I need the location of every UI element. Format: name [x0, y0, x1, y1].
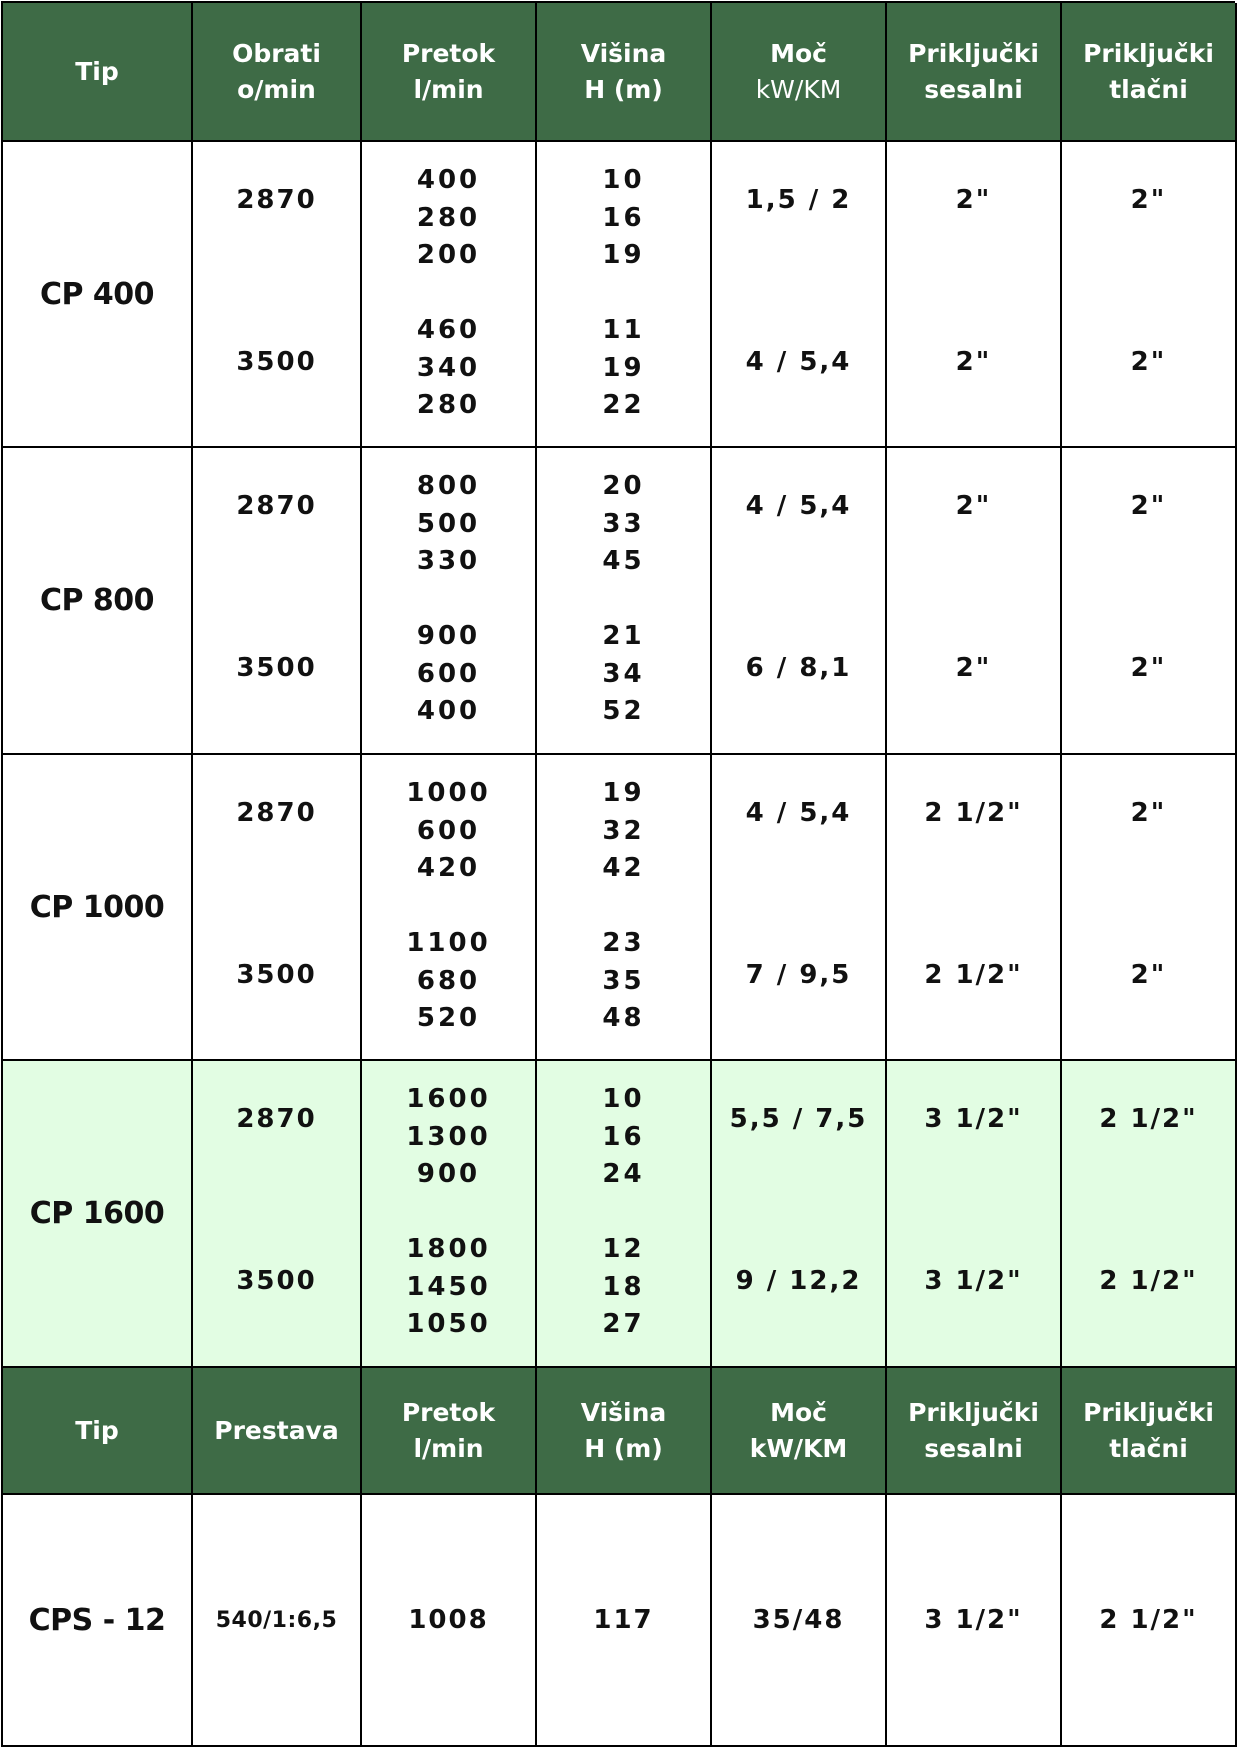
visina-value: 22 [602, 390, 645, 420]
tlacni-cell [1062, 755, 1237, 1061]
pretok-values [362, 312, 535, 425]
pretok-value: 900 [416, 1159, 481, 1189]
pretok-value: 1000 [406, 778, 491, 808]
row-tip [3, 755, 193, 1061]
visina-values [537, 162, 710, 275]
visina-value: 16 [602, 1121, 645, 1152]
cps-sesalni [887, 1495, 1062, 1747]
moc-value: 6 / 8,1 [745, 653, 852, 683]
moc-value: 4 / 5,4 [745, 491, 852, 521]
pretok-value: 1450 [406, 1271, 491, 1302]
obrati-value: 2870 [236, 491, 317, 521]
row-tip [3, 448, 193, 755]
visina-value: 19 [602, 778, 645, 808]
moc-value: 7 / 9,5 [745, 960, 852, 990]
pretok-value: 280 [416, 202, 481, 233]
tlacni-value: 2" [1130, 185, 1167, 215]
cps-tlacni [1062, 1495, 1237, 1747]
moc-cell [712, 755, 887, 1061]
pretok-cell [362, 755, 537, 1061]
tlacni-value: 2" [1130, 347, 1167, 377]
cps-prestava [193, 1495, 362, 1747]
sesalni-value: 3 1/2" [924, 1104, 1023, 1134]
sesalni-value: 2" [955, 185, 992, 215]
moc-cell [712, 1061, 887, 1368]
header2-sesalni [887, 1368, 1062, 1495]
row-tip [3, 1061, 193, 1368]
header2-visina-line1: Višina [580, 1397, 667, 1427]
tlacni-value: 2" [1130, 491, 1167, 521]
cps-moc-value: 35/48 [752, 1605, 845, 1635]
header-tip-label: Tip [75, 56, 119, 86]
header2-tlacni-line1: Priključki [1083, 1397, 1214, 1427]
visina-value: 10 [602, 1084, 645, 1114]
cps-pretok [362, 1495, 537, 1747]
header-sesalni-line1: Priključki [908, 38, 1039, 68]
pretok-values [362, 162, 535, 275]
visina-value: 42 [602, 853, 645, 883]
visina-value: 52 [602, 696, 645, 726]
visina-value: 19 [602, 240, 645, 270]
header-sesalni-line2: sesalni [924, 74, 1023, 104]
header-moc-line2: kW/KM [755, 74, 842, 104]
tip-label: CP 400 [39, 276, 155, 312]
moc-value: 9 / 12,2 [735, 1266, 862, 1296]
header2-prestava [193, 1368, 362, 1495]
header2-prestava-label: Prestava [214, 1415, 339, 1445]
header2-visina [537, 1368, 712, 1495]
visina-value: 11 [602, 315, 645, 345]
visina-values [537, 312, 710, 425]
header2-tip [3, 1368, 193, 1495]
visina-value: 23 [602, 928, 645, 958]
header2-moc-line2: kW/KM [749, 1433, 848, 1463]
header2-visina-line2: H (m) [584, 1433, 663, 1463]
visina-cell [537, 448, 712, 755]
header-obrati [193, 3, 362, 142]
visina-value: 48 [602, 1003, 645, 1033]
header2-sesalni-line1: Priključki [908, 1397, 1039, 1427]
visina-cell [537, 142, 712, 448]
header2-tlacni [1062, 1368, 1237, 1495]
tlacni-value: 2" [1130, 798, 1167, 828]
tip-label: CP 1000 [29, 889, 165, 925]
pretok-value: 1800 [406, 1234, 491, 1264]
visina-value: 27 [602, 1309, 645, 1339]
pretok-value: 500 [416, 508, 481, 539]
obrati-cell [193, 448, 362, 755]
sesalni-value: 2" [955, 653, 992, 683]
tlacni-value: 2 1/2" [1099, 1104, 1198, 1134]
pretok-cell [362, 142, 537, 448]
moc-value: 1,5 / 2 [745, 185, 852, 215]
pretok-value: 330 [416, 546, 481, 576]
pretok-value: 900 [416, 621, 481, 651]
visina-values [537, 775, 710, 888]
header2-tlacni-line2: tlačni [1109, 1433, 1188, 1463]
cps-visina-value: 117 [593, 1605, 654, 1635]
pretok-value: 400 [416, 165, 481, 195]
visina-value: 35 [602, 965, 645, 996]
visina-value: 34 [602, 658, 645, 689]
pretok-value: 600 [416, 658, 481, 689]
obrati-value: 2870 [236, 798, 317, 828]
visina-value: 20 [602, 471, 645, 501]
sesalni-value: 2 1/2" [924, 798, 1023, 828]
pretok-value: 680 [416, 965, 481, 996]
header-tlacni [1062, 3, 1237, 142]
sesalni-value: 3 1/2" [924, 1266, 1023, 1296]
cps-tip-label: CPS - 12 [28, 1602, 166, 1638]
moc-value: 4 / 5,4 [745, 798, 852, 828]
moc-value: 5,5 / 7,5 [729, 1104, 868, 1134]
pretok-values [362, 618, 535, 731]
header-obrati-line1: Obrati [232, 38, 321, 68]
header-pretok-line2: l/min [413, 74, 484, 104]
moc-cell [712, 142, 887, 448]
tlacni-cell [1062, 448, 1237, 755]
visina-values [537, 618, 710, 731]
header-moc-line1: Moč [770, 38, 827, 68]
header-tlacni-line1: Priključki [1083, 38, 1214, 68]
tlacni-value: 2 1/2" [1099, 1266, 1198, 1296]
obrati-cell [193, 755, 362, 1061]
sesalni-value: 2" [955, 491, 992, 521]
header-sesalni [887, 3, 1062, 142]
cps-moc [712, 1495, 887, 1747]
obrati-value: 3500 [236, 347, 317, 377]
pretok-cell [362, 1061, 537, 1368]
visina-value: 10 [602, 165, 645, 195]
visina-cell [537, 1061, 712, 1368]
header2-sesalni-line2: sesalni [924, 1433, 1023, 1463]
visina-value: 21 [602, 621, 645, 651]
obrati-value: 3500 [236, 653, 317, 683]
moc-cell [712, 448, 887, 755]
sesalni-cell [887, 1061, 1062, 1368]
tip-label: CP 800 [39, 583, 155, 618]
cps-prestava-value: 540/1:6,5 [215, 1607, 338, 1633]
sesalni-cell [887, 448, 1062, 755]
pretok-values [362, 1081, 535, 1194]
cps-tip [3, 1495, 193, 1747]
tlacni-cell [1062, 1061, 1237, 1368]
pretok-values [362, 1231, 535, 1344]
header-moc [712, 3, 887, 142]
pretok-cell [362, 448, 537, 755]
visina-value: 19 [602, 352, 645, 383]
pretok-value: 340 [416, 352, 481, 383]
visina-cell [537, 755, 712, 1061]
obrati-value: 2870 [236, 1104, 317, 1134]
pump-spec-table [1, 1, 1235, 1747]
sesalni-value: 2 1/2" [924, 960, 1023, 990]
pretok-values [362, 775, 535, 888]
pretok-value: 460 [416, 315, 481, 345]
header-tlacni-line2: tlačni [1109, 74, 1188, 104]
header-pretok-line1: Pretok [401, 38, 496, 68]
pretok-value: 280 [416, 390, 481, 420]
visina-value: 33 [602, 508, 645, 539]
pretok-value: 1600 [406, 1084, 491, 1114]
header2-moc [712, 1368, 887, 1495]
pretok-value: 420 [416, 853, 481, 883]
sesalni-cell [887, 142, 1062, 448]
visina-value: 45 [602, 546, 645, 576]
pretok-value: 1300 [406, 1121, 491, 1152]
pretok-value: 520 [416, 1003, 481, 1033]
pretok-value: 800 [416, 471, 481, 501]
row-tip [3, 142, 193, 448]
sesalni-value: 2" [955, 347, 992, 377]
tlacni-value: 2" [1130, 653, 1167, 683]
obrati-cell [193, 1061, 362, 1368]
cps-sesalni-value: 3 1/2" [924, 1605, 1023, 1635]
header-visina-line2: H (m) [584, 74, 663, 104]
header2-pretok-line1: Pretok [401, 1397, 496, 1427]
cps-visina [537, 1495, 712, 1747]
pretok-value: 1050 [406, 1309, 491, 1339]
header2-pretok [362, 1368, 537, 1495]
visina-value: 16 [602, 202, 645, 233]
header2-pretok-line2: l/min [413, 1433, 484, 1463]
sesalni-cell [887, 755, 1062, 1061]
tip-label: CP 1600 [29, 1196, 165, 1231]
header-pretok [362, 3, 537, 142]
header-obrati-line2: o/min [237, 74, 316, 104]
pretok-values [362, 925, 535, 1038]
obrati-cell [193, 142, 362, 448]
visina-value: 24 [602, 1159, 645, 1189]
pretok-value: 200 [416, 240, 481, 270]
header-visina-line1: Višina [580, 38, 667, 68]
tlacni-cell [1062, 142, 1237, 448]
visina-value: 18 [602, 1271, 645, 1302]
visina-value: 32 [602, 815, 645, 846]
visina-value: 12 [602, 1234, 645, 1264]
cps-tlacni-value: 2 1/2" [1099, 1605, 1198, 1635]
visina-values [537, 1081, 710, 1194]
cps-pretok-value: 1008 [408, 1605, 489, 1635]
visina-values [537, 1231, 710, 1344]
obrati-value: 3500 [236, 1266, 317, 1296]
header2-tip-label: Tip [75, 1415, 119, 1445]
tlacni-value: 2" [1130, 960, 1167, 990]
header2-moc-line1: Moč [770, 1397, 827, 1427]
obrati-value: 2870 [236, 185, 317, 215]
header-visina [537, 3, 712, 142]
visina-values [537, 925, 710, 1038]
obrati-value: 3500 [236, 960, 317, 990]
pretok-value: 400 [416, 696, 481, 726]
pretok-value: 1100 [406, 928, 491, 958]
pretok-values [362, 468, 535, 581]
moc-value: 4 / 5,4 [745, 347, 852, 377]
header-tip [3, 3, 193, 142]
visina-values [537, 468, 710, 581]
pretok-value: 600 [416, 815, 481, 846]
